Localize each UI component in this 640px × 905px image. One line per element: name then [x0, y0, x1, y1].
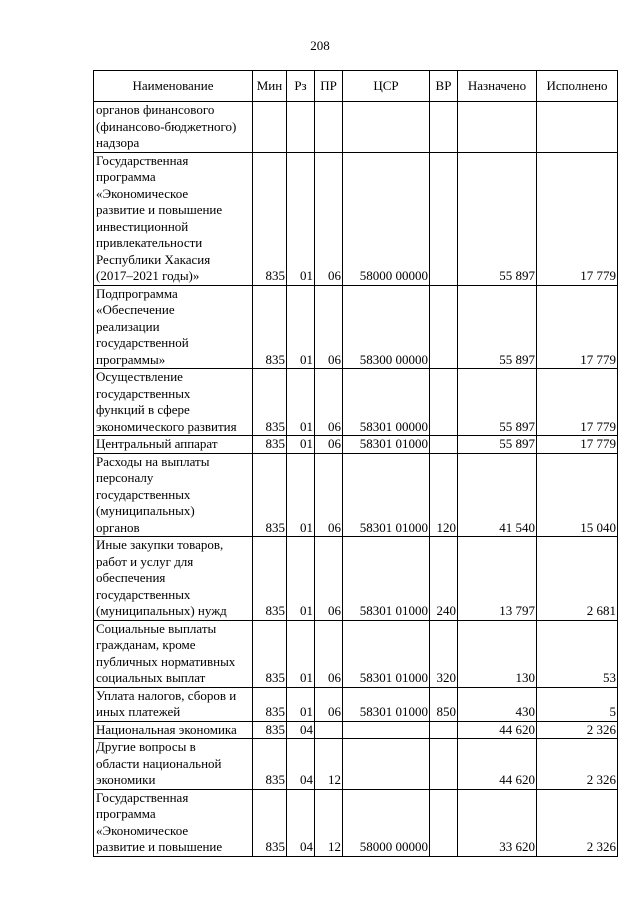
cell-name-line: Уплата налогов, сборов и [96, 687, 237, 703]
cell-name-line: программы» [96, 351, 166, 367]
cell-name-line: Расходы на выплаты [96, 453, 210, 469]
cell-executed: 2 326 [537, 721, 618, 739]
cell-min: 835 [253, 453, 287, 537]
cell-executed: 2 681 [537, 537, 618, 621]
cell-name-line: «Экономическое [96, 185, 189, 201]
header-name: Наименование [94, 71, 253, 102]
cell-name [94, 102, 253, 153]
cell-pr [315, 102, 343, 153]
cell-min: 835 [253, 152, 287, 285]
cell-vr [430, 789, 458, 856]
cell-name-line: Другие вопросы в [96, 739, 196, 754]
cell-name [94, 436, 253, 454]
table-row [94, 620, 618, 687]
cell-vr: 850 [430, 687, 458, 721]
cell-csr: 58301 00000 [343, 369, 430, 436]
table-row [94, 721, 618, 739]
cell-pr: 06 [315, 687, 343, 721]
cell-name-line: реализации [96, 318, 160, 334]
cell-name-line: государственных [96, 486, 191, 502]
cell-name-line: Подпрограмма [96, 285, 178, 301]
cell-name-line: (муниципальных) нужд [96, 603, 227, 618]
cell-executed: 15 040 [537, 453, 618, 537]
cell-min: 835 [253, 789, 287, 856]
cell-min: 835 [253, 436, 287, 454]
cell-vr: 320 [430, 620, 458, 687]
cell-assigned: 41 540 [458, 453, 537, 537]
table-row [94, 102, 618, 153]
cell-name-line: персоналу [96, 470, 154, 485]
header-rz: Рз [287, 71, 315, 102]
cell-vr: 240 [430, 537, 458, 621]
cell-assigned: 130 [458, 620, 537, 687]
cell-assigned: 13 797 [458, 537, 537, 621]
cell-vr [430, 285, 458, 369]
cell-name [94, 453, 253, 537]
cell-vr [430, 369, 458, 436]
cell-name-line: функций в сфере [96, 402, 190, 417]
cell-name-line: привлекательности [96, 235, 203, 250]
cell-assigned: 55 897 [458, 285, 537, 369]
cell-csr: 58301 01000 [343, 620, 430, 687]
cell-name-line: социальных выплат [96, 670, 206, 685]
cell-rz: 01 [287, 436, 315, 454]
cell-csr: 58301 01000 [343, 436, 430, 454]
cell-csr [343, 102, 430, 153]
cell-rz: 01 [287, 620, 315, 687]
cell-name-line: Национальная экономика [96, 721, 237, 737]
cell-pr [315, 721, 343, 739]
cell-name-line: Республики Хакасия [96, 251, 211, 267]
cell-assigned: 55 897 [458, 369, 537, 436]
cell-min: 835 [253, 620, 287, 687]
budget-table [93, 70, 618, 857]
cell-rz: 01 [287, 285, 315, 369]
cell-name-line: развитие и повышение [96, 839, 223, 854]
cell-csr: 58300 00000 [343, 285, 430, 369]
cell-assigned: 44 620 [458, 721, 537, 739]
cell-name [94, 739, 253, 790]
cell-rz: 01 [287, 537, 315, 621]
table-row [94, 152, 618, 285]
cell-pr: 06 [315, 436, 343, 454]
cell-name-line: области национальной [96, 755, 222, 771]
cell-rz: 01 [287, 152, 315, 285]
cell-pr: 06 [315, 369, 343, 436]
table-row [94, 285, 618, 369]
cell-rz [287, 102, 315, 153]
cell-name-line: развитие и повышение [96, 202, 223, 217]
cell-name [94, 721, 253, 739]
cell-name-line: Социальные выплаты [96, 620, 217, 636]
header-vr: ВР [430, 71, 458, 102]
cell-name-line: Осуществление [96, 369, 183, 384]
cell-name-line: органов финансового [96, 102, 215, 117]
table-row [94, 436, 618, 454]
cell-name-line: Государственная [96, 152, 189, 168]
cell-csr: 58000 00000 [343, 152, 430, 285]
cell-name-line: публичных нормативных [96, 653, 236, 669]
cell-name-line: Государственная [96, 789, 189, 805]
cell-pr: 12 [315, 739, 343, 790]
cell-executed: 17 779 [537, 285, 618, 369]
cell-name-line: (финансово-бюджетного) [96, 118, 237, 134]
cell-vr [430, 436, 458, 454]
table-row [94, 537, 618, 621]
cell-executed: 5 [537, 687, 618, 721]
cell-executed: 17 779 [537, 152, 618, 285]
cell-vr: 120 [430, 453, 458, 537]
cell-min [253, 102, 287, 153]
cell-executed: 2 326 [537, 739, 618, 790]
cell-name-line: «Обеспечение [96, 302, 175, 317]
cell-assigned: 430 [458, 687, 537, 721]
cell-name-line: иных платежей [96, 704, 181, 719]
cell-name-line: программа [96, 806, 156, 821]
cell-executed: 17 779 [537, 369, 618, 436]
cell-name-line: (2017–2021 годы)» [96, 268, 200, 283]
cell-name [94, 537, 253, 621]
cell-min: 835 [253, 739, 287, 790]
cell-name [94, 369, 253, 436]
cell-pr: 12 [315, 789, 343, 856]
cell-assigned: 55 897 [458, 436, 537, 454]
cell-vr [430, 152, 458, 285]
cell-vr [430, 739, 458, 790]
cell-csr [343, 739, 430, 790]
header-csr: ЦСР [343, 71, 430, 102]
cell-name-line: программа [96, 169, 156, 184]
cell-name [94, 152, 253, 285]
cell-name-line: государственных [96, 385, 191, 401]
header-executed: Исполнено [537, 71, 618, 102]
table-row [94, 789, 618, 856]
cell-pr: 06 [315, 453, 343, 537]
cell-name-line: экономического развития [96, 418, 237, 434]
cell-rz: 01 [287, 453, 315, 537]
cell-csr: 58301 01000 [343, 537, 430, 621]
cell-name-line: экономики [96, 772, 156, 787]
cell-min: 835 [253, 537, 287, 621]
cell-name [94, 789, 253, 856]
header-row [94, 71, 618, 102]
cell-executed [537, 102, 618, 153]
cell-csr [343, 721, 430, 739]
cell-rz: 04 [287, 789, 315, 856]
cell-assigned: 55 897 [458, 152, 537, 285]
cell-name-line: гражданам, кроме [96, 637, 196, 652]
table-row [94, 453, 618, 537]
cell-executed: 2 326 [537, 789, 618, 856]
table-row [94, 739, 618, 790]
cell-executed: 17 779 [537, 436, 618, 454]
cell-rz: 04 [287, 721, 315, 739]
page-number: 208 [310, 38, 330, 53]
cell-csr: 58000 00000 [343, 789, 430, 856]
cell-vr [430, 721, 458, 739]
cell-rz: 01 [287, 687, 315, 721]
cell-assigned: 33 620 [458, 789, 537, 856]
cell-name-line: государственной [96, 335, 189, 350]
cell-name-line: надзора [96, 135, 140, 150]
cell-min: 835 [253, 285, 287, 369]
cell-name-line: инвестиционной [96, 218, 189, 234]
cell-name-line: обеспечения [96, 570, 166, 585]
cell-pr: 06 [315, 620, 343, 687]
cell-assigned: 44 620 [458, 739, 537, 790]
cell-name-line: органов [96, 519, 140, 535]
cell-vr [430, 102, 458, 153]
cell-name-line: «Экономическое [96, 822, 189, 838]
cell-name-line: Иные закупки товаров, [96, 537, 224, 552]
header-min: Мин [253, 71, 287, 102]
cell-rz: 04 [287, 739, 315, 790]
cell-min: 835 [253, 721, 287, 739]
cell-name [94, 285, 253, 369]
table-body [94, 102, 618, 857]
cell-name-line: (муниципальных) [96, 503, 195, 518]
table-row [94, 687, 618, 721]
cell-name-line: Центральный аппарат [96, 436, 218, 451]
cell-name-line: работ и услуг для [96, 553, 194, 569]
cell-pr: 06 [315, 285, 343, 369]
cell-csr: 58301 01000 [343, 453, 430, 537]
header-assigned: Назначено [458, 71, 537, 102]
cell-pr: 06 [315, 537, 343, 621]
cell-name-line: государственных [96, 586, 191, 602]
cell-name [94, 687, 253, 721]
table-row [94, 369, 618, 436]
cell-csr: 58301 01000 [343, 687, 430, 721]
cell-rz: 01 [287, 369, 315, 436]
cell-assigned [458, 102, 537, 153]
header-pr: ПР [315, 71, 343, 102]
cell-min: 835 [253, 369, 287, 436]
cell-name [94, 620, 253, 687]
cell-pr: 06 [315, 152, 343, 285]
cell-min: 835 [253, 687, 287, 721]
cell-executed: 53 [537, 620, 618, 687]
